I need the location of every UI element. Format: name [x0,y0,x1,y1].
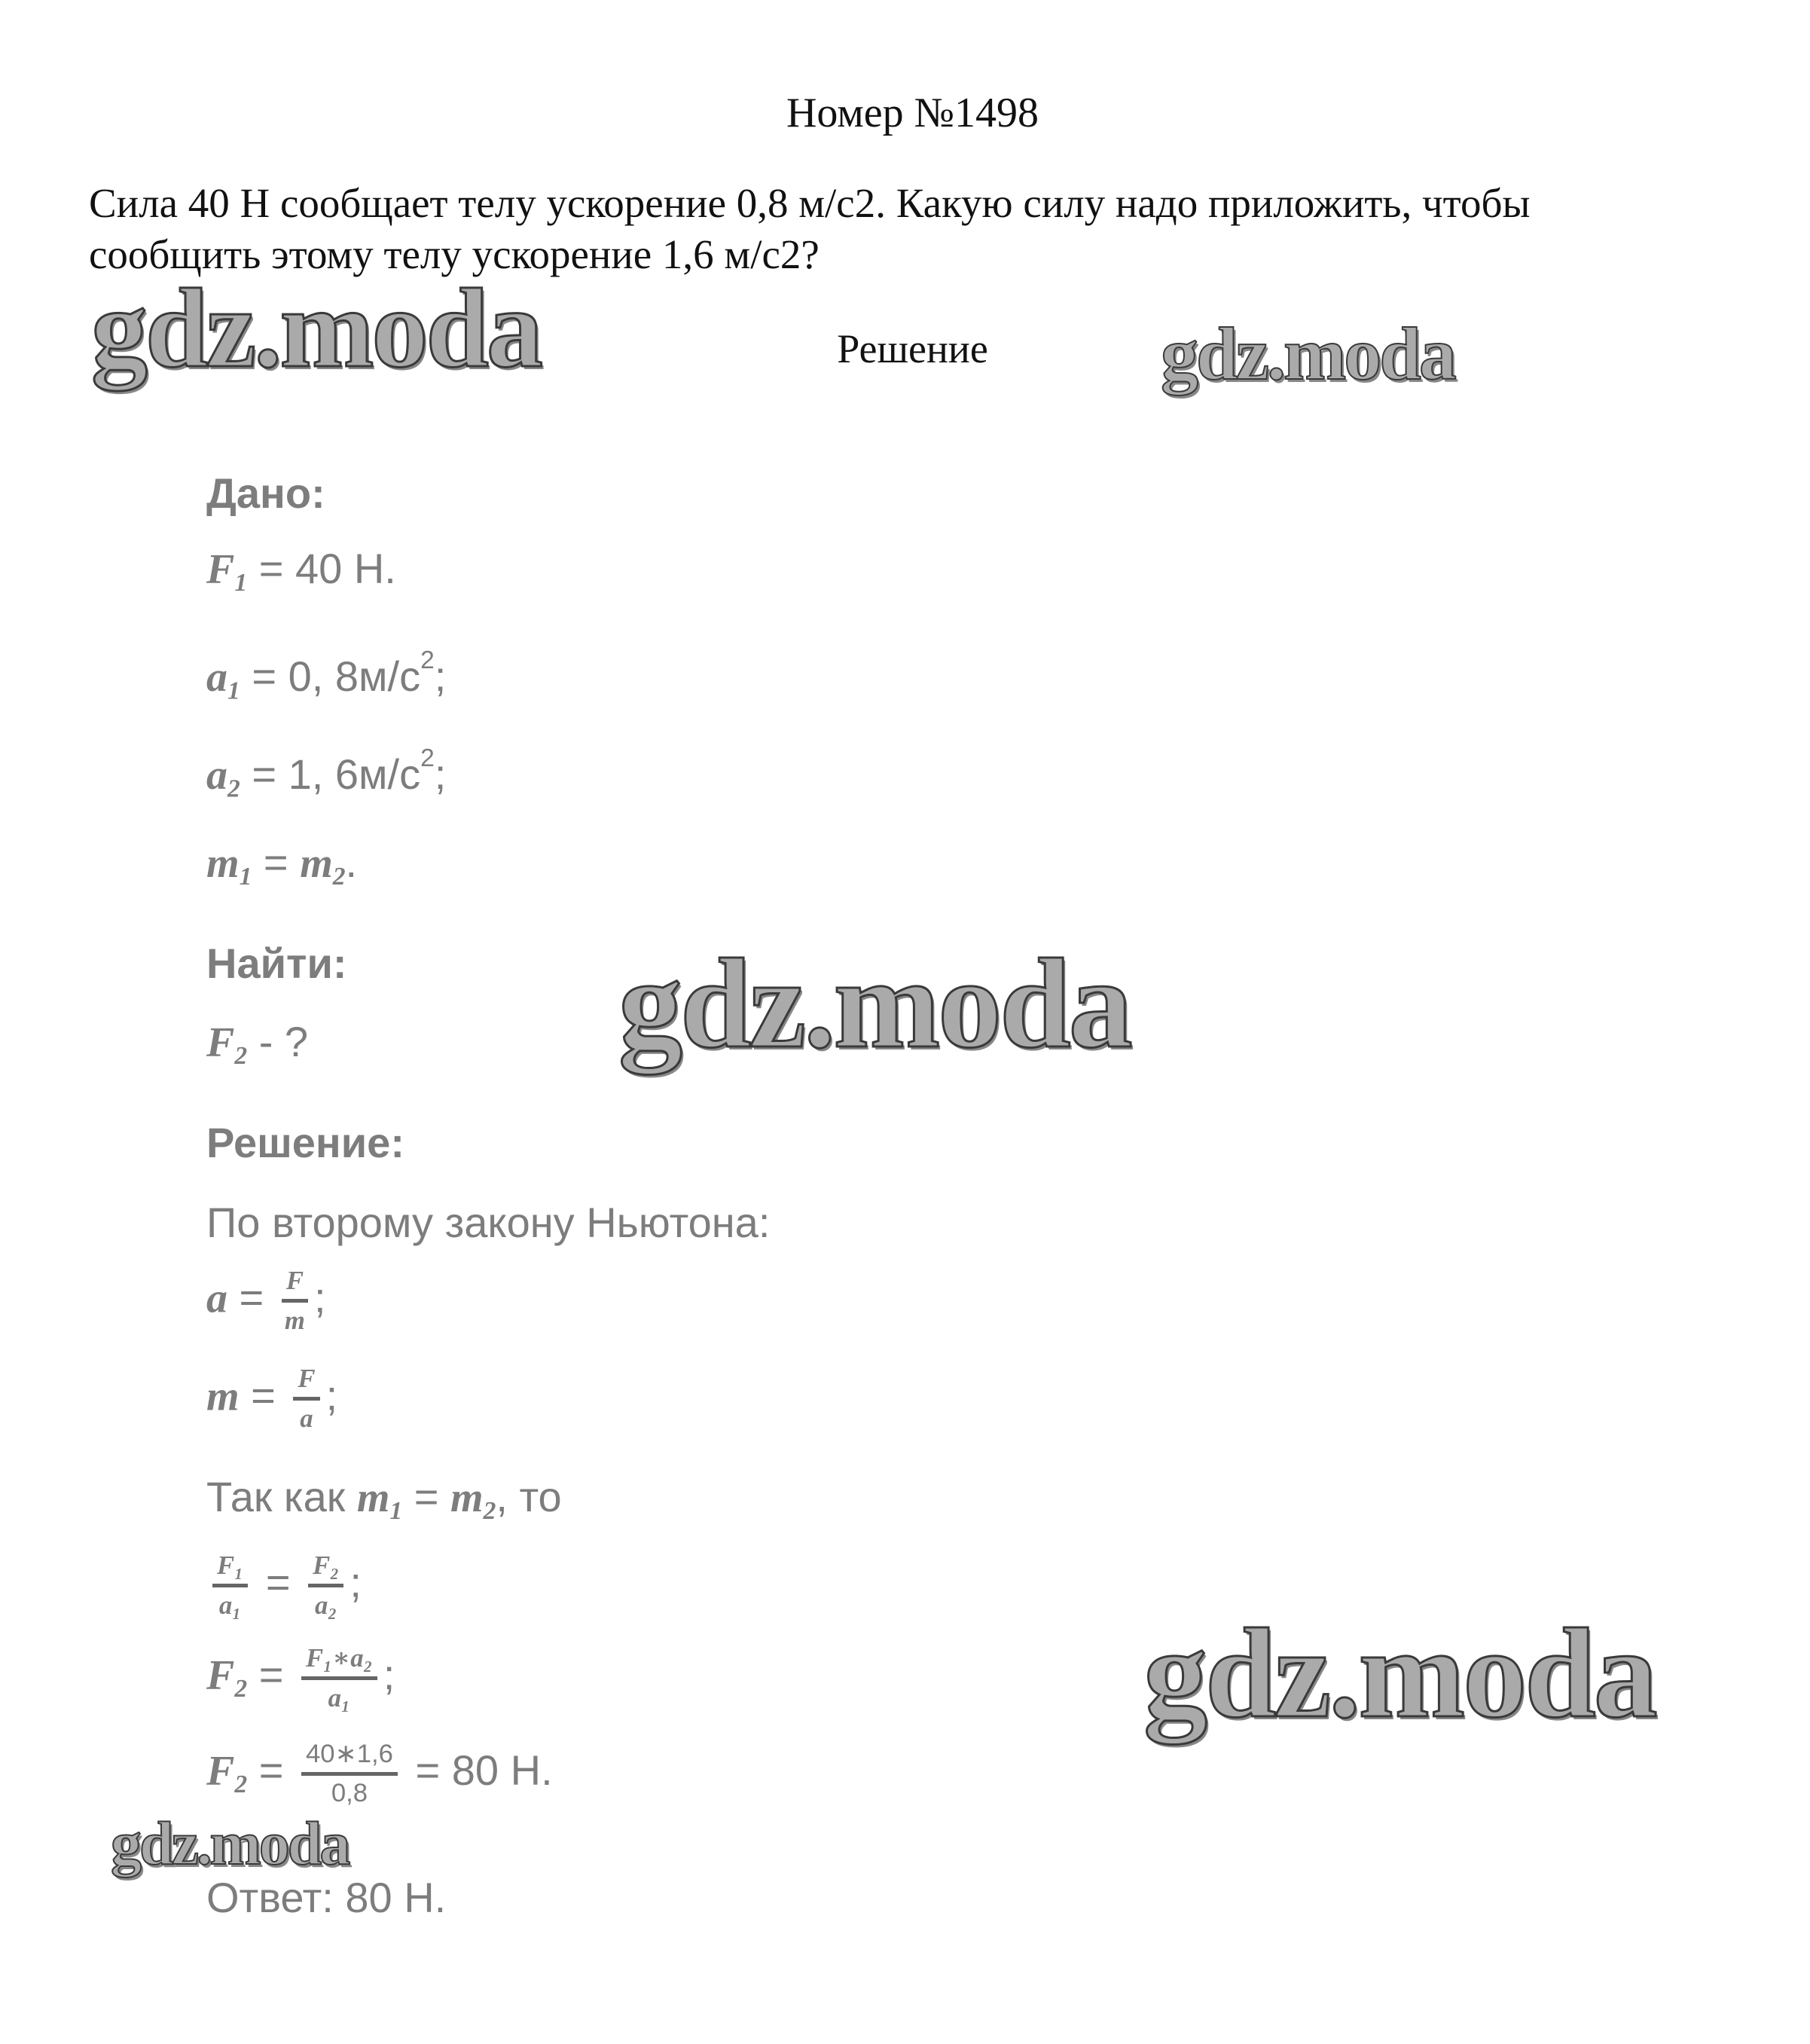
page-title: Номер №1498 [786,90,1039,136]
since-text: Так как $m_1 = m_2$, то [206,1473,562,1526]
find-f2: $F_2$ - ? [206,1018,309,1071]
given-f1: $F_1 = 40$ Н. [206,545,396,597]
newton-text: По второму закону Ньютона: [206,1199,771,1246]
given-label: Дано: [206,469,325,517]
equation-ratio: $\frac{\text{F₁}}{\text{a₁}}$ = $\frac{\text{F₂}}{\text{a₂}}$ ; [206,1551,362,1621]
equation-f2: $F_2$ = $\frac{\text{F₁∗a₂}}{\text{a₁}}$ ; [206,1643,395,1712]
problem-line-2: сообщить этому телу ускорение 1,6 м/с2? [89,231,820,277]
watermark: gdz.moda [1161,312,1454,396]
answer: Ответ: 80 Н. [206,1874,447,1921]
given-a1: $a_1 = 0$, $8м/с^2$; [206,646,447,705]
find-label: Найти: [206,940,347,987]
equation-result: $F_2$ = $\frac{40∗1,6}{0,8}$ = 80 Н. [206,1740,553,1807]
watermark: gdz.moda [1143,1603,1656,1744]
solution-heading: Решение [837,326,988,371]
solution-label: Решение: [206,1119,404,1166]
problem-line-1: Сила 40 Н сообщает телу ускорение 0,8 м/с2. Какую силу надо приложить, чтобы [89,180,1531,226]
watermark: gdz.moda [618,933,1131,1074]
given-a2: $a_2 = 1$, $6м/с^2$; [206,744,447,803]
watermark: gdz.moda [111,1809,349,1877]
watermark: gdz.moda [91,266,541,391]
given-m: $m_1 = m_2$. [206,839,358,891]
equation-a: a = $\frac{F}{m}$ ; [206,1266,326,1335]
equation-m: m = $\frac{F}{a}$ ; [206,1364,338,1433]
